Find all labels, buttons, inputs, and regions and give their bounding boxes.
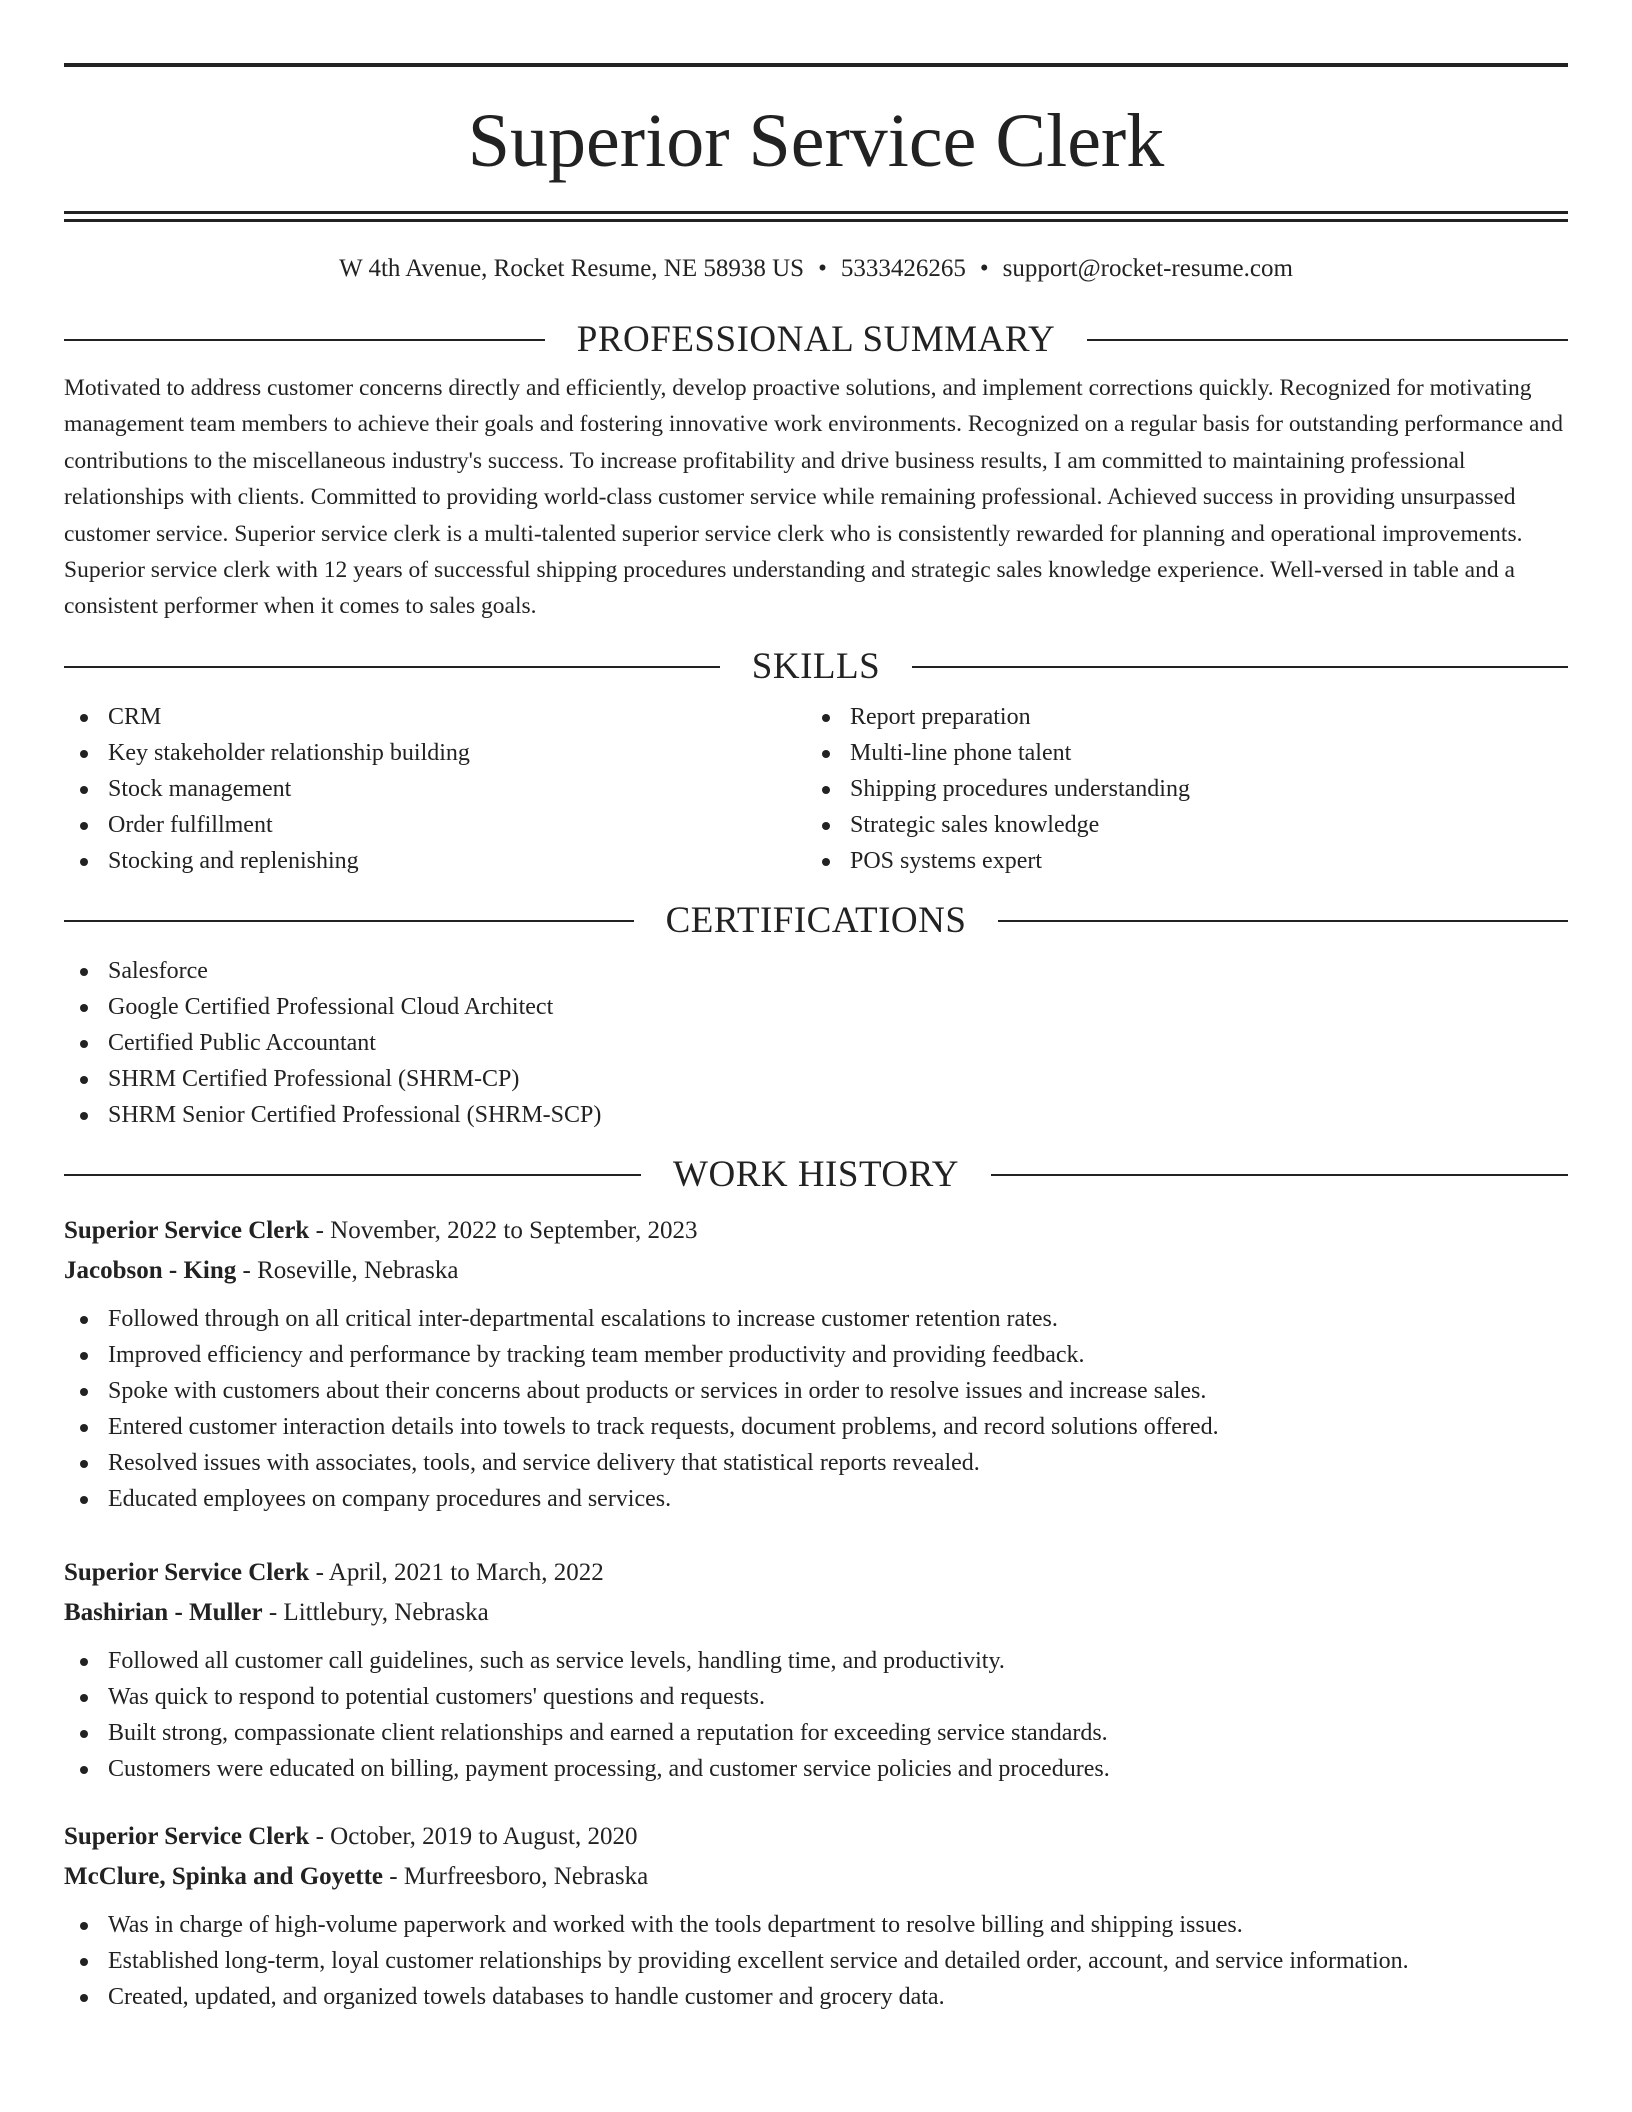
job-entry <box>64 1553 1568 1787</box>
resume-page <box>64 0 1568 2015</box>
certifications-heading <box>64 899 1568 943</box>
contact-phone: 5333426265 <box>840 255 966 282</box>
work-history-heading-label: WORK HISTORY <box>673 1153 959 1195</box>
work-history-heading <box>64 1153 1568 1197</box>
job-company: Jacobson - King <box>64 1256 237 1284</box>
job-bullet: Followed all customer call guidelines, such as service levels, handling time, and productivity. <box>64 1643 1568 1679</box>
job-bullets <box>64 1907 1568 2015</box>
job-dates: - October, 2019 to August, 2020 <box>309 1822 638 1850</box>
heading-rule-left <box>64 1174 641 1176</box>
summary-heading <box>64 318 1568 362</box>
contact-line <box>64 254 1568 284</box>
job-entry <box>64 1211 1568 1517</box>
resume-name: Superior Service Clerk <box>467 99 1165 183</box>
double-rule <box>64 211 1568 222</box>
skills-list-right <box>806 699 1548 879</box>
job-bullet: Established long-term, loyal customer relationships by providing excellent service and detailed order, account, and service information. <box>64 1943 1568 1979</box>
heading-rule-right <box>1087 339 1568 341</box>
skill-item: CRM <box>64 699 806 735</box>
job-location: - Roseville, Nebraska <box>236 1256 459 1284</box>
skill-item: Report preparation <box>806 699 1548 735</box>
job-company-line <box>64 1251 1568 1291</box>
job-company: McClure, Spinka and Goyette <box>64 1862 383 1890</box>
skills-grid <box>64 699 1568 879</box>
heading-rule-left <box>64 339 545 341</box>
certification-item: SHRM Senior Certified Professional (SHRM-SCP) <box>64 1097 1568 1133</box>
job-title-line <box>64 1553 1568 1593</box>
job-bullet: Resolved issues with associates, tools, and service delivery that statistical reports revealed. <box>64 1445 1568 1481</box>
top-rule <box>64 63 1568 67</box>
skill-item: Key stakeholder relationship building <box>64 735 806 771</box>
contact-address: W 4th Avenue, Rocket Resume, NE 58938 US <box>339 255 805 282</box>
job-location: - Littlebury, Nebraska <box>262 1598 489 1626</box>
job-title-line <box>64 1817 1568 1857</box>
job-bullet: Built strong, compassionate client relationships and earned a reputation for exceeding service standards. <box>64 1715 1568 1751</box>
heading-rule-right <box>998 920 1568 922</box>
job-bullet: Entered customer interaction details into towels to track requests, document problems, and record solutions offered. <box>64 1409 1568 1445</box>
job-title-line <box>64 1211 1568 1251</box>
contact-email: support@rocket-resume.com <box>1002 255 1293 282</box>
job-bullet: Spoke with customers about their concerns about products or services in order to resolve issues and increase sales. <box>64 1373 1568 1409</box>
summary-text: Motivated to address customer concerns directly and efficiently, develop proactive solutions, and implement corrections quickly. Recognized for motivating management team members to achieve their goals and fostering innovative work environments. Recognized on a regular basis for outstanding performance and contributions to the miscellaneous industry's success. To increase profitability and drive business results, I am committed to maintaining professional relationships with clients. Committed to providing world-class customer service while remaining professional. Achieved success in providing unsurpassed customer service. Superior service clerk is a multi-talented superior service clerk who is consistently rewarded for planning and operational improvements. Superior service clerk with 12 years of successful shipping procedures understanding and strategic sales knowledge experience. Well-versed in table and a consistent performer when it comes to sales goals. <box>64 375 1563 620</box>
heading-rule-left <box>64 666 720 668</box>
job-bullets <box>64 1643 1568 1787</box>
skills-list-left <box>64 699 806 879</box>
skills-heading-label: SKILLS <box>751 645 881 687</box>
job-bullet: Educated employees on company procedures and services. <box>64 1481 1568 1517</box>
job-title: Superior Service Clerk <box>64 1822 310 1850</box>
certifications-heading-label: CERTIFICATIONS <box>665 899 967 941</box>
job-location: - Murfreesboro, Nebraska <box>383 1862 649 1890</box>
job-entry <box>64 1817 1568 2015</box>
certification-item: Salesforce <box>64 953 1568 989</box>
job-company: Bashirian - Muller <box>64 1598 263 1626</box>
skill-item: Order fulfillment <box>64 807 806 843</box>
skill-item: Strategic sales knowledge <box>806 807 1548 843</box>
certifications-list <box>64 953 1568 1133</box>
skill-item: POS systems expert <box>806 843 1548 879</box>
skill-item: Stock management <box>64 771 806 807</box>
skill-item: Shipping procedures understanding <box>806 771 1548 807</box>
skill-item: Multi-line phone talent <box>806 735 1548 771</box>
job-bullet: Was quick to respond to potential customers' questions and requests. <box>64 1679 1568 1715</box>
job-bullet: Created, updated, and organized towels databases to handle customer and grocery data. <box>64 1979 1568 2015</box>
job-company-line <box>64 1593 1568 1633</box>
certification-item: Google Certified Professional Cloud Architect <box>64 989 1568 1025</box>
job-bullets <box>64 1301 1568 1517</box>
summary-heading-label: PROFESSIONAL SUMMARY <box>576 319 1056 360</box>
heading-rule-right <box>991 1174 1568 1176</box>
job-company-line <box>64 1857 1568 1897</box>
job-bullet: Followed through on all critical inter-departmental escalations to increase customer retention rates. <box>64 1301 1568 1337</box>
certification-item: SHRM Certified Professional (SHRM-CP) <box>64 1061 1568 1097</box>
job-bullet: Improved efficiency and performance by tracking team member productivity and providing feedback. <box>64 1337 1568 1373</box>
skills-heading <box>64 645 1568 689</box>
skill-item: Stocking and replenishing <box>64 843 806 879</box>
heading-rule-left <box>64 920 634 922</box>
contact-separator: • <box>979 255 989 282</box>
job-bullet: Was in charge of high-volume paperwork and worked with the tools department to resolve billing and shipping issues. <box>64 1907 1568 1943</box>
job-title: Superior Service Clerk <box>64 1558 310 1586</box>
job-dates: - April, 2021 to March, 2022 <box>309 1558 604 1586</box>
certification-item: Certified Public Accountant <box>64 1025 1568 1061</box>
job-bullet: Customers were educated on billing, payment processing, and customer service policies and procedures. <box>64 1751 1568 1787</box>
job-dates: - November, 2022 to September, 2023 <box>309 1216 698 1244</box>
job-title: Superior Service Clerk <box>64 1216 310 1244</box>
contact-separator: • <box>818 255 827 282</box>
heading-rule-right <box>912 666 1568 668</box>
